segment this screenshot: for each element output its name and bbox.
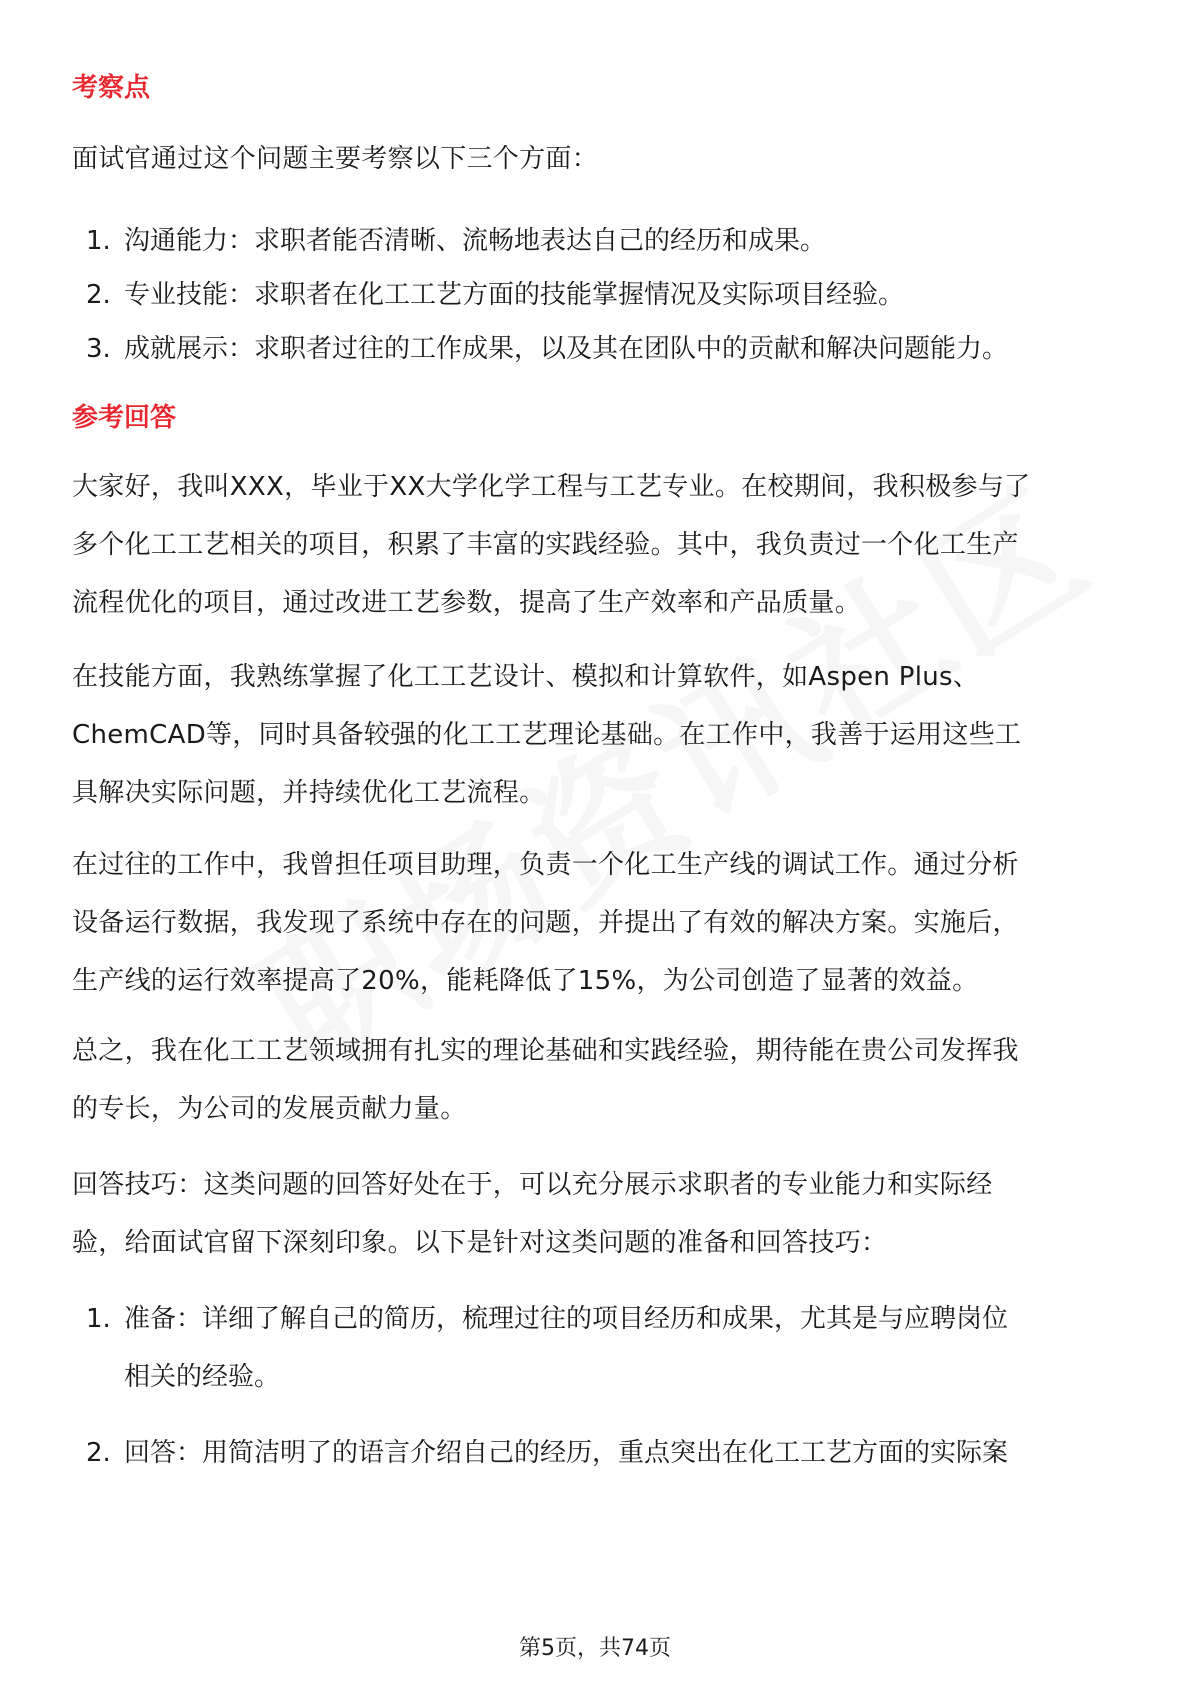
text-line: 流程优化的项目，通过改进工艺参数，提高了生产效率和产品质量。 <box>72 588 862 618</box>
text-line: ChemCAD等，同时具备较强的化工工艺理论基础。在工作中，我善于运用这些工 <box>72 720 1022 750</box>
text-line: 的专长，为公司的发展贡献力量。 <box>72 1094 467 1124</box>
list-text: 专业技能：求职者在化工工艺方面的技能掌握情况及实际项目经验。 <box>124 280 905 310</box>
answer-paragraph <box>72 836 1132 1010</box>
text-line: 多个化工工艺相关的项目，积累了丰富的实践经验。其中，我负责过一个化工生产 <box>72 530 1019 560</box>
tips-intro-paragraph <box>72 1156 1132 1272</box>
list-text: 回答：用简洁明了的语言介绍自己的经历，重点突出在化工工艺方面的实际案 <box>124 1438 1009 1468</box>
list-text: 相关的经验。 <box>124 1362 281 1392</box>
text-line: 生产线的运行效率提高了20%，能耗降低了15%，为公司创造了显著的效益。 <box>72 966 979 996</box>
text-line: 具解决实际问题，并持续优化工艺流程。 <box>72 778 546 808</box>
text-line: 验，给面试官留下深刻印象。以下是针对这类问题的准备和回答技巧： <box>72 1228 888 1258</box>
text-line: 回答技巧：这类问题的回答好处在于，可以充分展示求职者的专业能力和实际经 <box>72 1170 993 1200</box>
text-line: 总之，我在化工工艺领域拥有扎实的理论基础和实践经验，期待能在贵公司发挥我 <box>72 1036 1019 1066</box>
page-footer: 第5页，共74页 <box>519 1636 671 1661</box>
answer-paragraph <box>72 648 1132 822</box>
list-text: 成就展示：求职者过往的工作成果，以及其在团队中的贡献和解决问题能力。 <box>124 334 1009 364</box>
list-number: 2. <box>86 280 111 310</box>
list-number: 2. <box>86 1438 111 1468</box>
section-title-assessment: 考察点 <box>72 73 151 103</box>
text-line: 在过往的工作中，我曾担任项目助理，负责一个化工生产线的调试工作。通过分析 <box>72 850 1019 880</box>
assessment-intro <box>72 130 1132 188</box>
list-text: 准备：详细了解自己的简历，梳理过往的项目经历和成果，尤其是与应聘岗位 <box>124 1304 1009 1334</box>
section-title-reference-answer: 参考回答 <box>72 403 177 433</box>
answer-paragraph <box>72 458 1132 632</box>
list-number: 3. <box>86 334 111 364</box>
list-text: 沟通能力：求职者能否清晰、流畅地表达自己的经历和成果。 <box>124 226 827 256</box>
text-line: 设备运行数据，我发现了系统中存在的问题，并提出了有效的解决方案。实施后， <box>72 908 1019 938</box>
list-number: 1. <box>86 1304 111 1334</box>
text-line: 大家好，我叫XXX，毕业于XX大学化学工程与工艺专业。在校期间，我积极参与了 <box>72 472 1031 502</box>
list-number: 1. <box>86 226 111 256</box>
answer-paragraph <box>72 1022 1132 1138</box>
text-line: 在技能方面，我熟练掌握了化工工艺设计、模拟和计算软件，如Aspen Plus、 <box>72 662 980 692</box>
text-line: 面试官通过这个问题主要考察以下三个方面： <box>72 144 599 174</box>
